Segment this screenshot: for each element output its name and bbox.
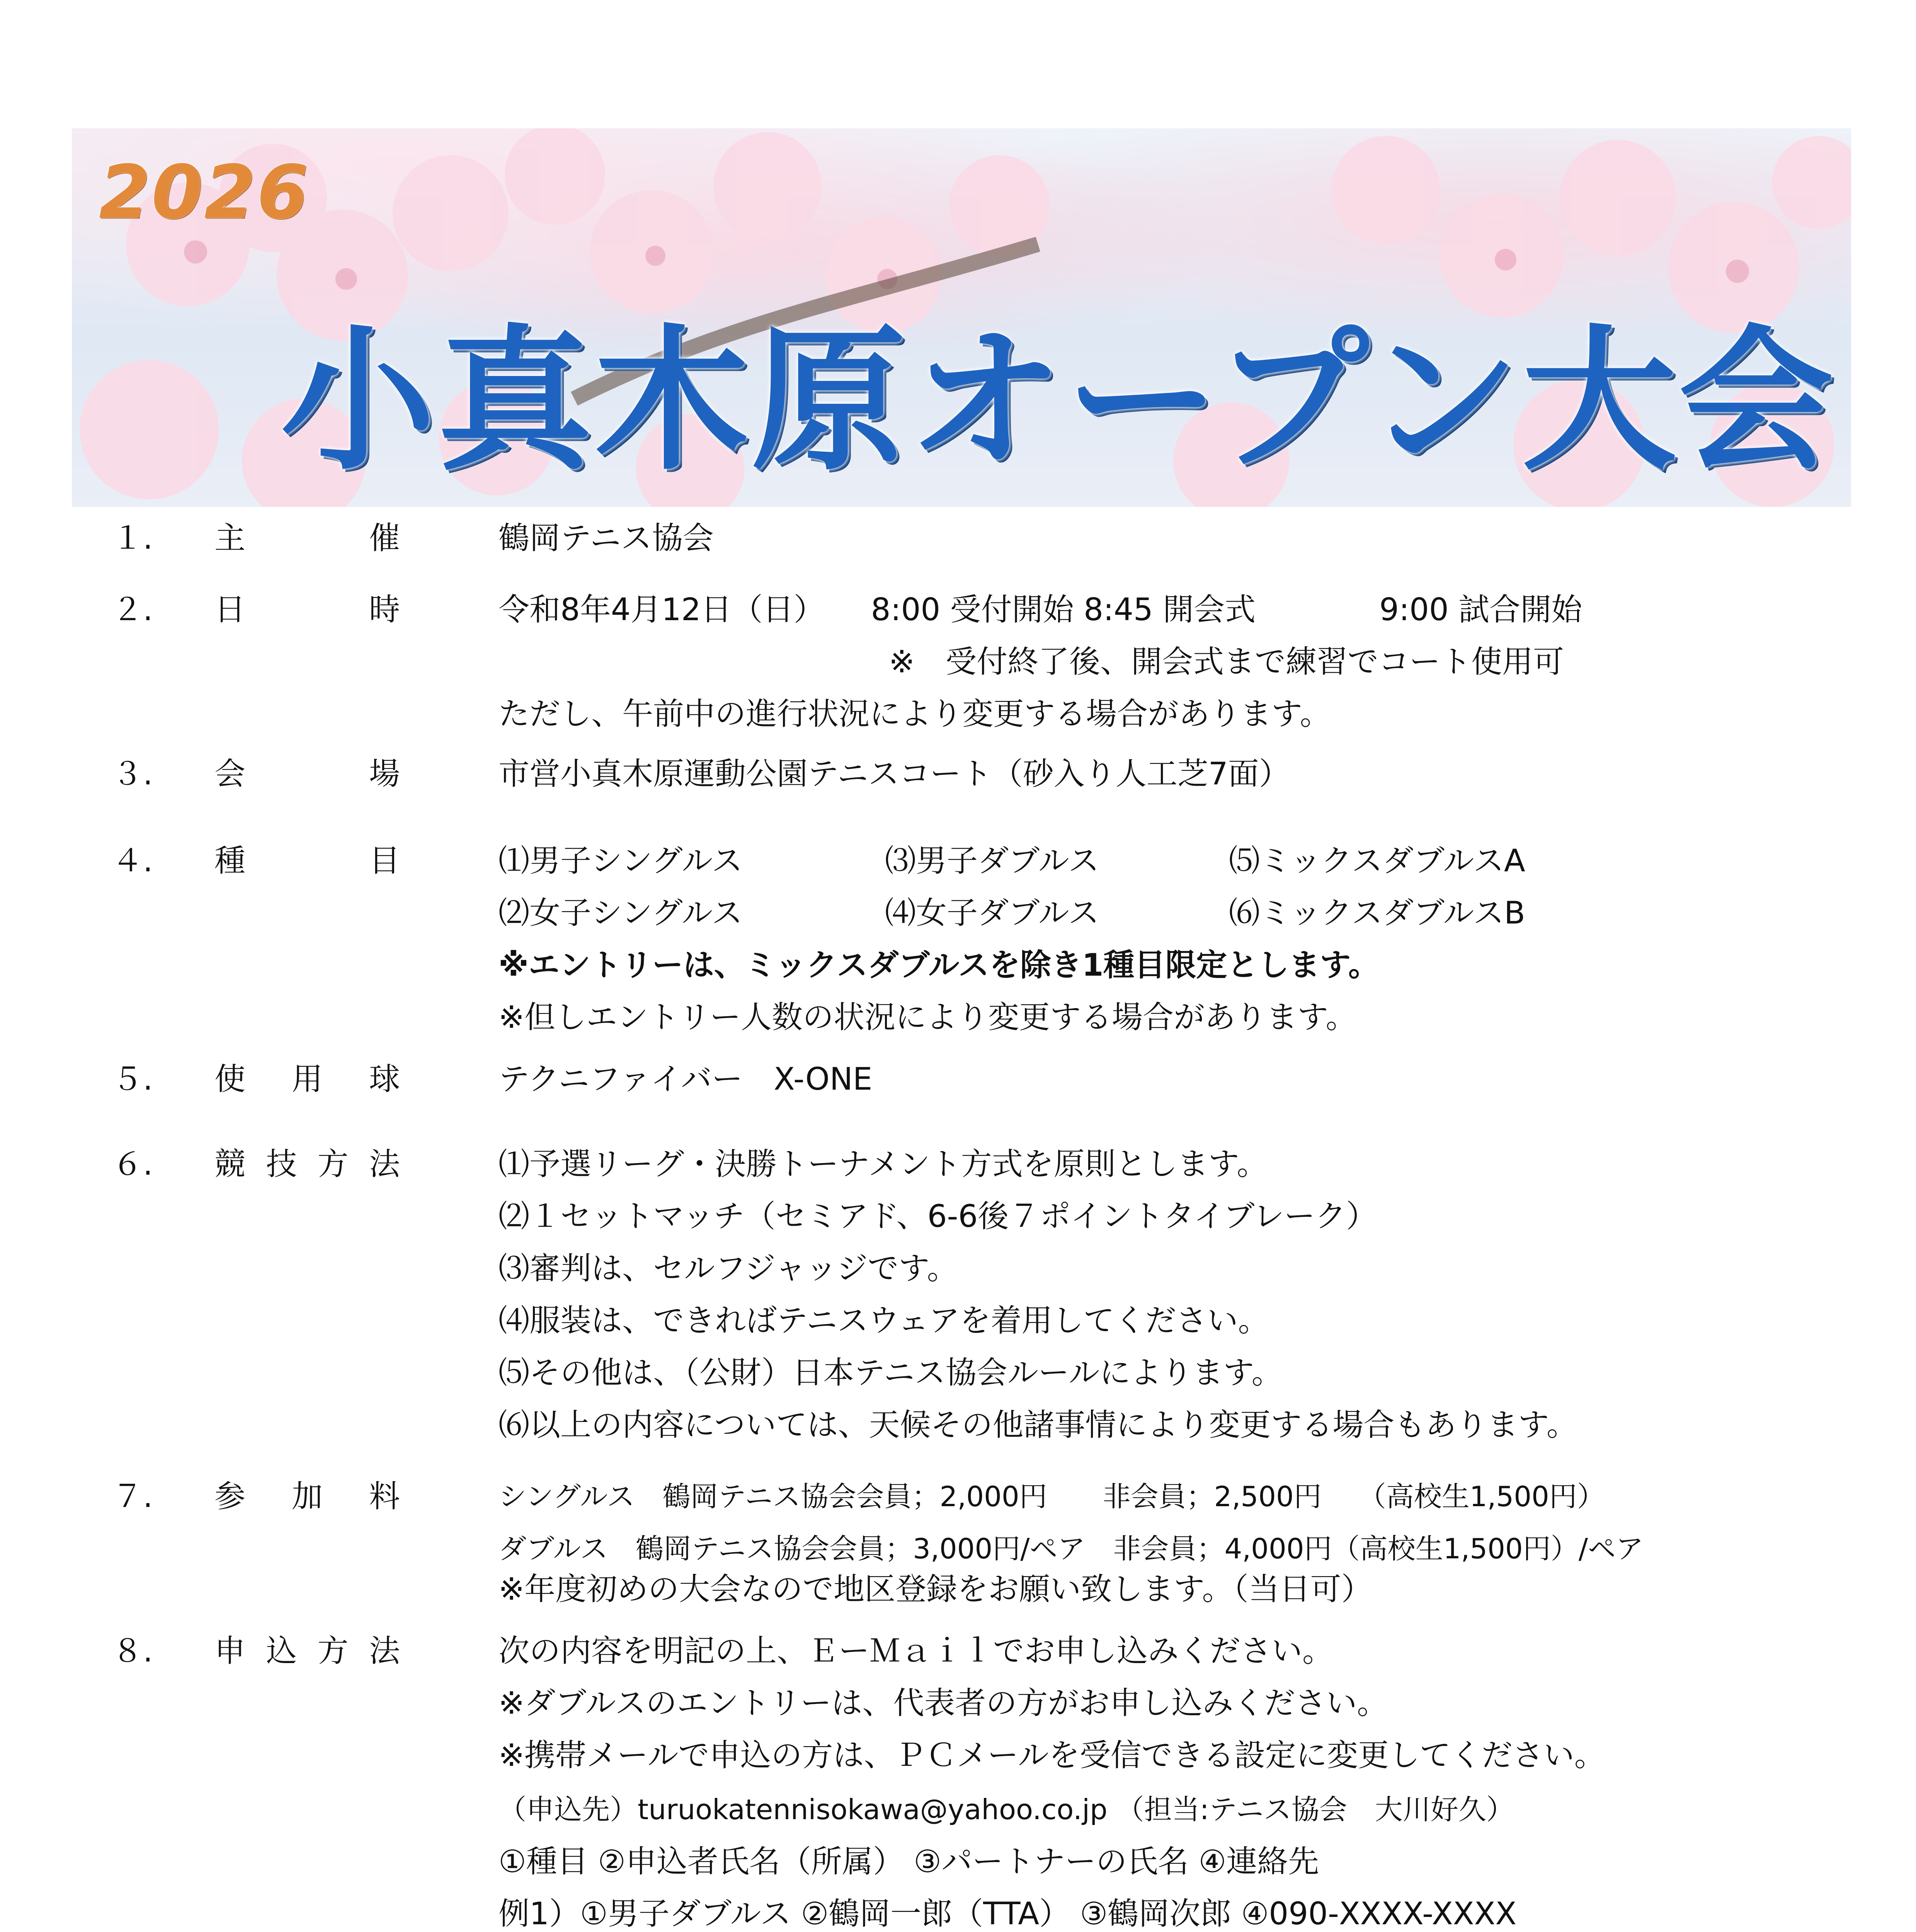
section-number: ２. [112,592,153,628]
ball-text: テクニファイバー X-ONE [499,1061,873,1097]
section-label: 会 場 [214,756,400,792]
event-item: ⑵女子シングルス [499,895,743,931]
event-title: 小真木原オープン大会 [281,311,1836,491]
format-line: ⑶審判は、セルフジャッジです。 [499,1250,958,1286]
format-line: ⑸その他は、（公財）日本テニス協会ルールによります。 [499,1355,1283,1391]
application-example: 例1）①男子ダブルス ②鶴岡一郎（TTA） ③鶴岡次郎 ④090-XXXX-XXXX [499,1896,1517,1932]
section-number: ８. [112,1633,153,1669]
datetime-note2: ただし、午前中の進行状況により変更する場合があります。 [499,696,1331,732]
fee-line: ※年度初めの大会なので地区登録をお願い致します。（当日可） [499,1571,1372,1607]
section-number: １. [112,520,153,556]
section-number: ５. [112,1061,153,1097]
venue-text: 市営小真木原運動公園テニスコート（砂入り人工芝7面） [499,756,1290,792]
section-label: 種 目 [214,843,400,879]
format-line: ⑵１セットマッチ（セミアド、6-6後７ポイントタイブレーク） [499,1198,1377,1234]
event-year: 2026 [99,150,310,235]
event-item: ⑶男子ダブルス [885,843,1099,879]
section-number: ３. [112,756,153,792]
datetime-line: 令和8年4月12日（日） 8:00 受付開始 8:45 開会式 9:00 試合開始 [499,592,1582,628]
event-item: ⑷女子ダブルス [885,895,1099,931]
fee-line: シングルス 鶴岡テニス協会会員；2,000円 非会員；2,500円 （高校生1,500円） [499,1480,1605,1513]
event-item: ⑴男子シングルス [499,843,743,879]
section-label: 日 時 [214,592,400,628]
header-banner [72,128,1851,507]
format-line: ⑷服装は、できればテニスウェアを着用してください。 [499,1303,1269,1338]
section-number: ４. [112,843,153,879]
section-label: 使 用 球 [214,1061,400,1097]
application-email-line: （申込先）turuokatennisokawa@yahoo.co.jp （担当:テニス協会 大川好久） [499,1793,1514,1826]
section-label: 参 加 料 [214,1478,400,1514]
section-label: 申 込 方 法 [214,1633,400,1669]
application-line: ①種目 ②申込者氏名（所属） ③パートナーの氏名 ④連絡先 [499,1844,1319,1879]
entry-limit-note: ※エントリーは、ミックスダブルスを除き1種目限定とします。 [499,947,1380,983]
application-line: ※ダブルスのエントリーは、代表者の方がお申し込みください。 [499,1685,1388,1721]
section-label: 競 技 方 法 [214,1146,400,1182]
event-item: ⑸ミックスダブルスA [1229,843,1525,879]
entry-change-note: ※但しエントリー人数の状況により変更する場合があります。 [499,999,1357,1035]
application-line: 次の内容を明記の上、ＥーＭａｉｌでお申し込みください。 [499,1633,1333,1669]
event-item: ⑹ミックスダブルスB [1229,895,1525,931]
organizer-text: 鶴岡テニス協会 [499,520,714,556]
format-line: ⑹以上の内容については、天候その他諸事情により変更する場合もあります。 [499,1407,1577,1443]
application-line: ※携帯メールで申込の方は、ＰＣメールを受信できる設定に変更してください。 [499,1737,1605,1773]
section-number: ６. [112,1146,153,1182]
section-label: 主 催 [214,520,400,556]
section-number: ７. [112,1478,153,1514]
format-line: ⑴予選リーグ・決勝トーナメント方式を原則とします。 [499,1146,1268,1182]
fee-line: ダブルス 鶴岡テニス協会会員；3,000円/ペア 非会員；4,000円（高校生1,500円）/ペア [499,1532,1644,1565]
datetime-note: ※ 受付終了後、開会式まで練習でコート使用可 [889,644,1564,680]
